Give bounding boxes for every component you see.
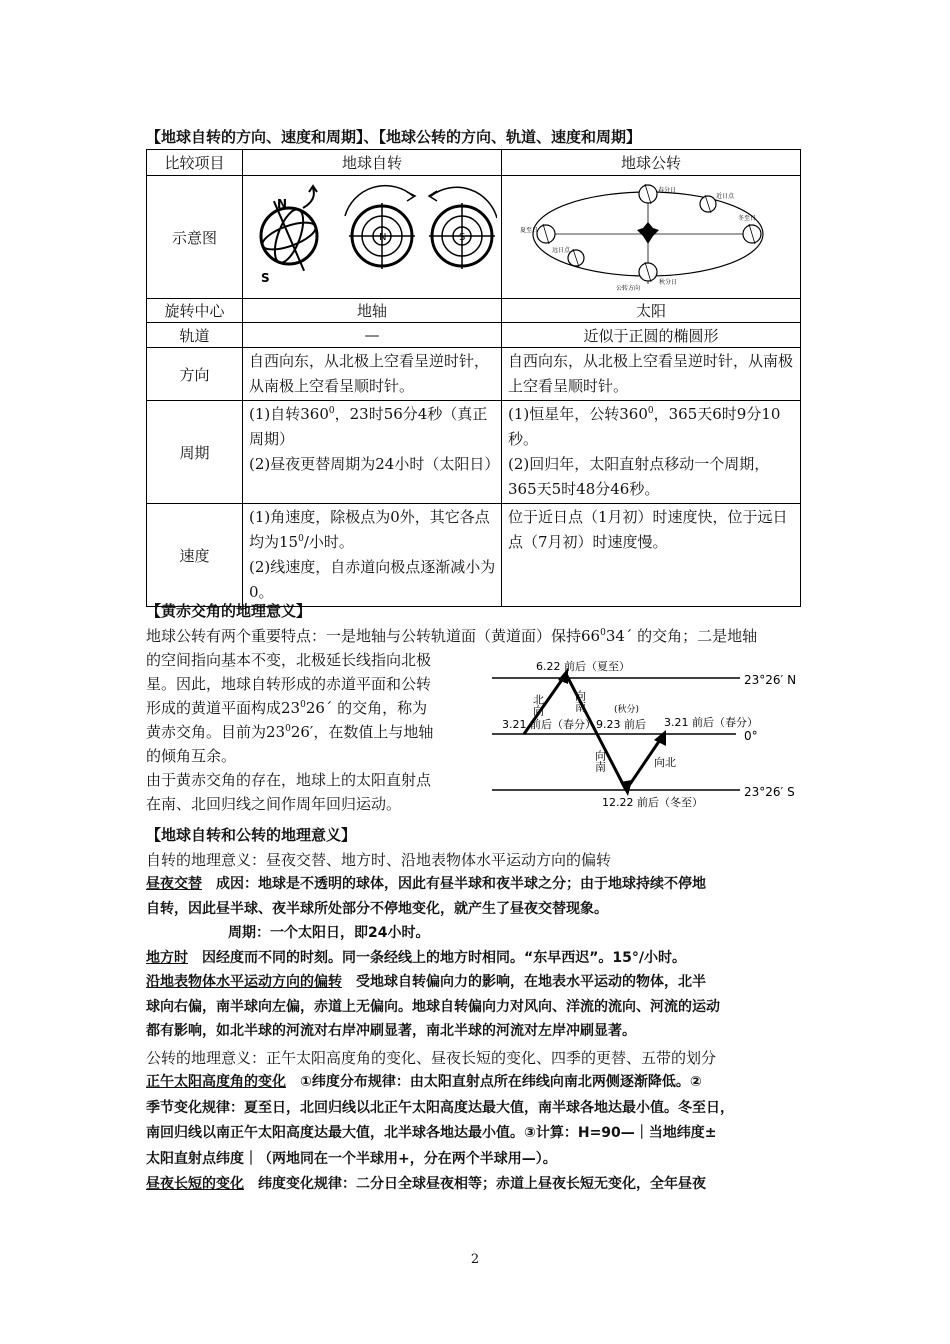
row-label: 周期 [147, 401, 243, 504]
table-row [147, 299, 801, 323]
label-march-equinox-right: 3.21 前后（春分） [664, 716, 758, 729]
day-length-title: 昼夜长短的变化 [146, 1176, 244, 1192]
label-move-north-1: 北向 [531, 694, 545, 716]
rotation-diagram [247, 180, 497, 290]
cell-revolution [502, 401, 801, 504]
row-label: 方向 [147, 348, 243, 401]
label-march-equinox: 3.21 前后（春分） [502, 718, 596, 731]
label-xiazhi: 夏至日 [520, 227, 539, 234]
table-row-diagram [147, 176, 801, 299]
cell-revolution: 近似于正圆的椭圆形 [502, 323, 801, 348]
table-row [147, 348, 801, 401]
table-row-speed [147, 504, 801, 607]
table-row-period [147, 401, 801, 504]
period-revolution-2: (2)回归年，太阳直射点移动一个周期，365天5时48分46秒。 [508, 455, 770, 498]
label-move-north-2: 向北 [654, 756, 676, 769]
day-night-title: 昼夜交替 [146, 876, 202, 892]
noon-angle-title: 正午太阳高度角的变化 [146, 1074, 286, 1090]
period-rotation-2: (2)昼夜更替周期为24小时（太阳日） [249, 455, 500, 473]
cell-revolution: 位于近日点（1月初）时速度快，位于远日点（7月初）时速度慢。 [502, 504, 801, 607]
deflection-title: 沿地表物体水平运动方向的偏转 [146, 974, 342, 990]
rotation-diagram-cell [243, 176, 502, 299]
header-cell: 比较项目 [147, 150, 243, 176]
speed-rotation-2: (2)线速度，自赤道向极点逐渐减小为0。 [249, 558, 496, 601]
north-center-label: N [379, 232, 387, 243]
speed-rotation-1: (1)角速度，除极点为0外，其它各点均为$15^0/$小时。 [249, 508, 490, 551]
header-cell: 地球自转 [243, 150, 502, 176]
period-rotation-1: (1)自转$360^0$，23时56分4秒（真正周期） [249, 405, 488, 448]
comparison-table [146, 149, 801, 607]
row-label: 旋转中心 [147, 299, 243, 323]
section-heading-rotation-revolution: 【地球自转的方向、速度和周期】、【地球公转的方向、轨道、速度和周期】 [146, 128, 642, 146]
label-tropic-of-cancer: 23°26′ N [744, 673, 797, 687]
revolution-diagram [516, 176, 786, 294]
label-qiufen: 秋分日 [659, 279, 678, 286]
cell-revolution: 自西向东，从北极上空看呈逆时针，从南极上空看呈顺时针。 [502, 348, 801, 401]
label-yuanridian: 远日点 [552, 247, 571, 254]
label-dec-solstice: 12.22 前后（冬至） [602, 796, 703, 809]
rotation-details: 昼夜交替 成因：地球是不透明的球体，因此有昼半球和夜半球之分；由于地球持续不停地 自转，因此昼半球、夜半球所处部分不停地变化，就产生了昼夜交替现象。 周期：一个太阳日，即24小时。 地方时 因经度而不同的时刻。同一条经线上的地方时相同。“东早西迟”。15°/小时。 沿地表物体水平运动方向的偏转 受地球自转偏向力的影响，在地表水平运动的物体，北半 球向右偏，南半球向左偏，赤道上无偏向。地球自转偏向力对风向、洋流的流向、河流的运动 都有影响，如北半球的河流对右岸冲刷显著，南北半球的河流对左岸冲刷显著。 [146, 876, 720, 1039]
label-dongzhi: 冬至日 [738, 215, 757, 222]
row-label: 轨道 [147, 323, 243, 348]
cell-rotation: — [243, 323, 502, 348]
obliquity-paragraph: 的空间指向基本不变，北极延长线指向北极 星。因此，地球自转形成的赤道平面和公转 形成的黄道平面构成$23^026´$ 的交角，称为 黄赤交角。目前为$23^026'$，在数值上与地轴 的倾角互余。 由于黄赤交角的存在，地球上的太阳直射点 在南、北回归线之间作周年回归运动。 [146, 651, 434, 813]
label-jinridian: 近日点 [716, 193, 735, 200]
label-sept-equinox: 9.23 前后 [596, 718, 646, 731]
south-pole-label: S [261, 271, 270, 285]
obliquity-paragraph-line1: 地球公转有两个重要特点：一是地轴与公转轨道面（黄道面）保持$66^034´$ 的交角；二是地轴 [146, 627, 758, 645]
south-center-label: S [459, 232, 466, 243]
subsolar-point-diagram [488, 654, 814, 812]
rotation-meaning-line: 自转的地理意义：昼夜交替、地方时、沿地表物体水平运动方向的偏转 [146, 851, 612, 869]
cell-revolution: 太阳 [502, 299, 801, 323]
cell-rotation [243, 401, 502, 504]
row-label: 示意图 [147, 176, 243, 299]
period-revolution-1: (1)恒星年，公转$360^0$，365天6时9分10秒。 [508, 405, 781, 448]
table-header-row [147, 150, 801, 176]
cell-rotation: 自西向东，从北极上空看呈逆时针，从南极上空看呈顺时针。 [243, 348, 502, 401]
label-tropic-of-capricorn: 23°26′ S [744, 785, 795, 799]
label-gongzhuan: 公转方向 [616, 285, 641, 292]
page-number: 2 [470, 1252, 480, 1267]
label-move-south-1: 向南 [573, 690, 587, 712]
revolution-diagram-cell [502, 176, 801, 299]
row-label: 速度 [147, 504, 243, 607]
table-row [147, 323, 801, 348]
header-cell: 地球公转 [502, 150, 801, 176]
cell-rotation: 地轴 [243, 299, 502, 323]
section-heading-significance: 【地球自转和公转的地理意义】 [146, 826, 357, 844]
label-qiufen: (秋分) [614, 705, 640, 715]
label-equator: 0° [744, 729, 758, 743]
revolution-details: 正午太阳高度角的变化 ①纬度分布规律：由太阳直射点所在纬线向南北两侧逐渐降低。② 季节变化规律：夏至日，北回归线以北正午太阳高度达最大值，南半球各地达最小值。冬至日， 南回归线以南正午太阳高度达最大值，北半球各地达最小值。③计算：H=90—｜当地纬度± 太阳直射点纬度｜（两地同在一个半球用+，分在两个半球用—）。 昼夜长短的变化 纬度变化规律：二分日全球昼夜相等；赤道上昼夜长短无变化，全年昼夜 [146, 1074, 734, 1192]
label-june-solstice: 6.22 前后（夏至） [536, 660, 630, 673]
local-time-title: 地方时 [146, 949, 188, 966]
label-chunfen: 春分日 [658, 187, 677, 194]
section-heading-obliquity: 【黄赤交角的地理意义】 [146, 602, 312, 620]
north-pole-label: N [277, 197, 288, 211]
label-move-south-2: 向南 [593, 750, 607, 772]
cell-rotation [243, 504, 502, 607]
revolution-meaning-line: 公转的地理意义：正午太阳高度角的变化、昼夜长短的变化、四季的更替、五带的划分 [146, 1049, 717, 1067]
